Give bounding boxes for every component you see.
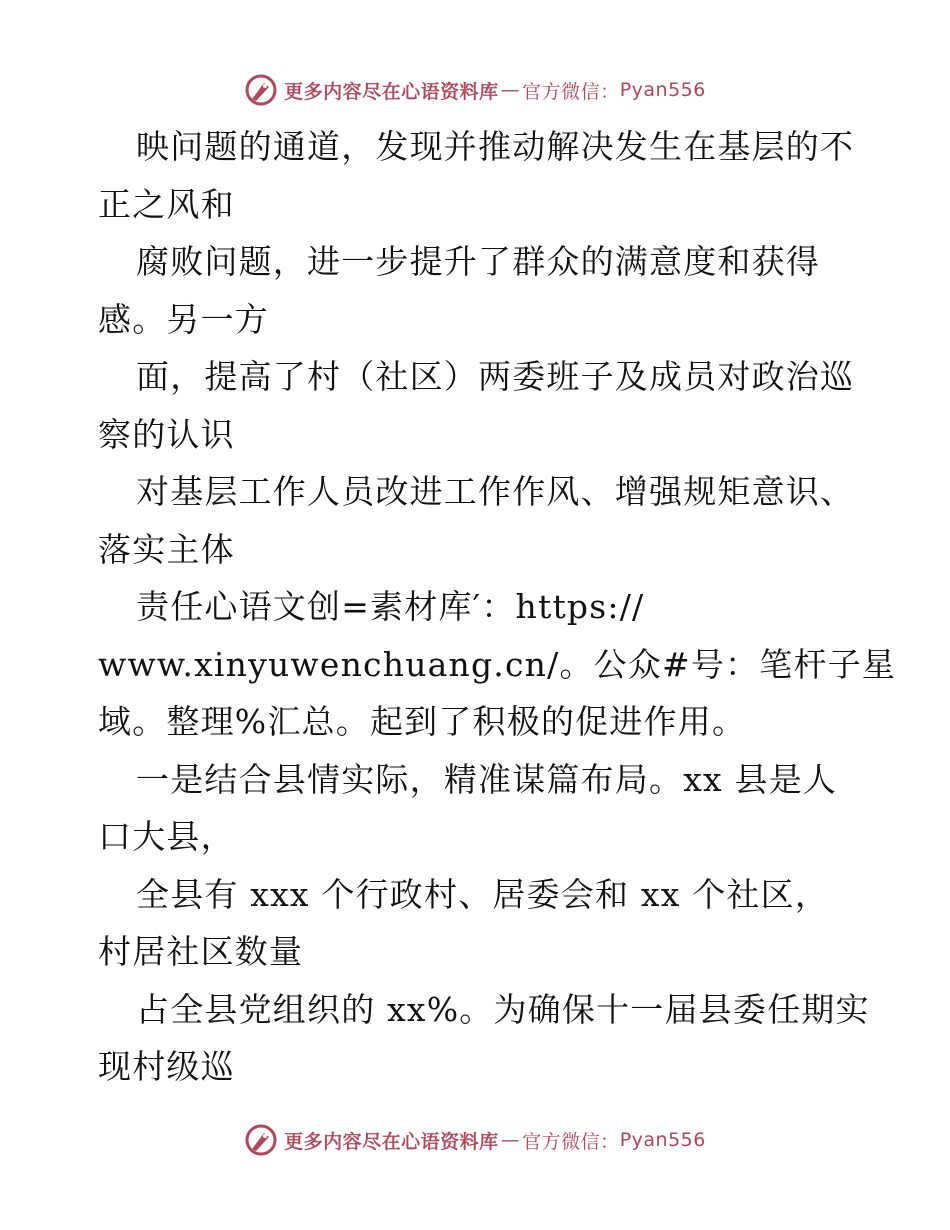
paragraph-line: 腐败问题，进一步提升了群众的满意度和获得 xyxy=(136,242,820,281)
paragraph-line: 面，提高了村（社区）两委班子及成员对政治巡 xyxy=(136,357,855,396)
header-separator: — xyxy=(500,79,521,101)
footer-banner xyxy=(0,1120,950,1160)
paragraph-line: 映问题的通道，发现并推动解决发生在基层的不 xyxy=(136,127,855,166)
document-body xyxy=(98,118,897,1096)
paragraph-line: 口大县， xyxy=(98,817,235,856)
footer-wechat-label: 官方微信： xyxy=(522,1130,620,1153)
paragraph-line: 村居社区数量 xyxy=(98,932,304,971)
paragraph-line: 现村级巡 xyxy=(98,1047,235,1086)
paragraph-line: 对基层工作人员改进工作作风、增强规矩意识、 xyxy=(136,472,855,511)
paragraph-line: 察的认识 xyxy=(98,414,235,454)
paragraph-line: 落实主体 xyxy=(98,529,235,569)
footer-wechat-id: Pyan556 xyxy=(619,1129,706,1151)
header-brand: 更多内容尽在心语资料库 xyxy=(284,80,499,103)
paragraph-line: 占全县党组织的 xx%。为确保十一届县委任期实 xyxy=(136,989,870,1029)
footer-separator: — xyxy=(500,1129,521,1151)
header-banner xyxy=(0,70,950,110)
header-wechat-id: Pyan556 xyxy=(619,79,706,101)
pen-nib-circle-icon xyxy=(244,1123,278,1157)
footer-brand: 更多内容尽在心语资料库 xyxy=(284,1130,499,1153)
paragraph-line: 感。另一方 xyxy=(98,299,269,339)
paragraph-line: 域。整理%汇总。起到了积极的促进作用。 xyxy=(98,702,747,741)
paragraph-line: www.xinyuwenchuang.cn/。公众#号：笔杆子星 xyxy=(98,644,897,684)
pen-nib-circle-icon xyxy=(244,73,278,107)
paragraph-line: 一是结合县情实际，精准谋篇布局。xx 县是人 xyxy=(136,759,838,799)
paragraph-line: 全县有 xxx 个行政村、居委会和 xx 个社区， xyxy=(136,874,830,914)
paragraph-line: 责任心语文创=素材库′：https:// xyxy=(136,587,645,626)
header-wechat-label: 官方微信： xyxy=(522,80,620,103)
paragraph-line: 正之风和 xyxy=(98,184,235,224)
